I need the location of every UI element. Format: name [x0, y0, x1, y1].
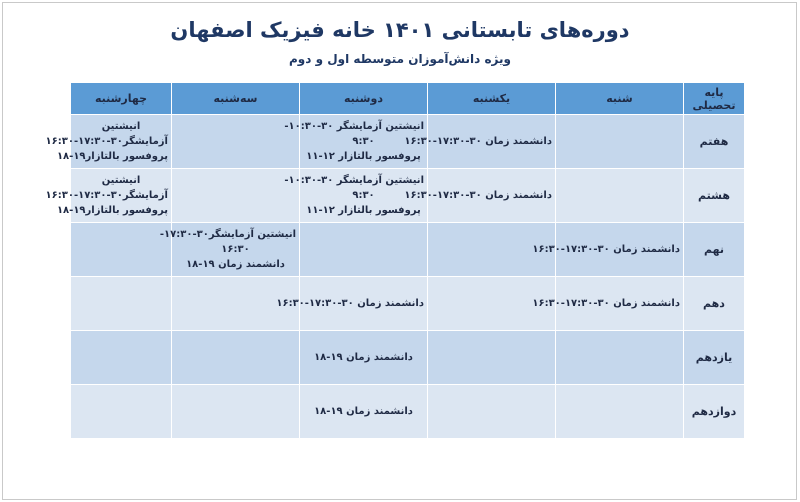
- table-row: [71, 331, 745, 385]
- class-line: انیشتین آزمایشگر ۳۰-۱۰:۳۰-: [284, 121, 424, 132]
- class-line: دانشمند زمان ۱۹-۱۸: [314, 352, 413, 363]
- class-line: دانشمند زمان ۳۰-۱۷:۳۰-۱۶:۳۰: [276, 298, 424, 309]
- schedule-cell-monday: [300, 385, 428, 439]
- class-line: انیشتین آزمایشگر ۳۰-۱۰:۳۰-: [284, 175, 424, 186]
- class-line: دانشمند زمان ۳۰-۱۷:۳۰-۱۶:۳۰: [404, 136, 552, 147]
- schedule-cell-wednesday: [71, 331, 172, 385]
- schedule-cell-saturday: [556, 115, 684, 169]
- page-subtitle: ویژه دانش‌آموزان متوسطه اول و دوم: [289, 52, 511, 66]
- schedule-cell-tuesday: [172, 115, 300, 169]
- class-line: دانشمند زمان ۳۰-۱۷:۳۰-۱۶:۳۰: [532, 298, 680, 309]
- schedule-cell-tuesday: [172, 385, 300, 439]
- class-line: آزمایشگر۳۰-۱۷:۳۰-۱۶:۳۰: [45, 190, 168, 201]
- table-row: [71, 223, 745, 277]
- table-row: [71, 277, 745, 331]
- schedule-cell-wednesday: [71, 277, 172, 331]
- schedule-cell-sunday: [428, 331, 556, 385]
- schedule-cell-wednesday: [45, 115, 172, 169]
- schedule-table: [45, 82, 745, 439]
- table-row: [71, 115, 745, 169]
- schedule-cell-sunday: [404, 115, 556, 169]
- class-line: دانشمند زمان ۳۰-۱۷:۳۰-۱۶:۳۰: [532, 244, 680, 255]
- class-line: دانشمند زمان ۱۹-۱۸: [186, 259, 285, 270]
- table-row: [71, 385, 745, 439]
- class-line: انیشتین: [101, 121, 141, 132]
- class-line: دانشمند زمان ۱۹-۱۸: [314, 406, 413, 417]
- schedule-cell-wednesday: [71, 385, 172, 439]
- grade-cell: دهم: [684, 277, 745, 331]
- schedule-cell-sunday: [428, 385, 556, 439]
- schedule-cell-wednesday: [45, 169, 172, 223]
- schedule-cell-saturday: [556, 331, 684, 385]
- class-line: ۹:۳۰: [352, 136, 375, 147]
- grade-cell: یازدهم: [684, 331, 745, 385]
- schedule-cell-saturday: [532, 277, 684, 331]
- header-sunday: یکشنبه: [428, 83, 556, 115]
- schedule-cell-saturday: [532, 223, 684, 277]
- schedule-cell-monday: [300, 331, 428, 385]
- header-row: [71, 83, 745, 115]
- schedule-cell-tuesday: [159, 223, 300, 277]
- class-line: پروفسور بالتازار ۱۲-۱۱: [306, 205, 421, 216]
- page-title: دوره‌های تابستانی ۱۴۰۱ خانه فیزیک اصفهان: [170, 18, 630, 42]
- class-line: پروفسور بالتازار۱۹-۱۸: [56, 151, 168, 162]
- class-line: پروفسور بالتازار ۱۲-۱۱: [306, 151, 421, 162]
- schedule-cell-saturday: [556, 385, 684, 439]
- grade-cell: هفتم: [684, 115, 745, 169]
- class-line: آزمایشگر۳۰-۱۷:۳۰-۱۶:۳۰: [45, 136, 168, 147]
- class-line: انیشتین: [101, 175, 141, 186]
- schedule-cell-tuesday: [172, 169, 300, 223]
- schedule-cell-monday: [276, 277, 428, 331]
- schedule-cell-sunday: [404, 169, 556, 223]
- class-line: ۱۶:۳۰: [221, 244, 250, 255]
- schedule-cell-tuesday: [172, 331, 300, 385]
- schedule-cell-wednesday: [71, 223, 172, 277]
- class-line: دانشمند زمان ۳۰-۱۷:۳۰-۱۶:۳۰: [404, 190, 552, 201]
- header-saturday: شنبه: [556, 83, 684, 115]
- grade-cell: دوازدهم: [684, 385, 745, 439]
- header-tuesday: سه‌شنبه: [172, 83, 300, 115]
- grade-cell: نهم: [684, 223, 745, 277]
- header-monday: دوشنبه: [300, 83, 428, 115]
- class-line: پروفسور بالتازار۱۹-۱۸: [56, 205, 168, 216]
- schedule-cell-saturday: [556, 169, 684, 223]
- class-line: ۹:۳۰: [352, 190, 375, 201]
- header-wednesday: چهارشنبه: [71, 83, 172, 115]
- grade-cell: هشتم: [684, 169, 745, 223]
- class-line: انیشتین آزمایشگر۳۰-۱۷:۳۰-: [159, 229, 296, 240]
- schedule-cell-monday: [300, 223, 428, 277]
- table-row: [71, 169, 745, 223]
- header-grade: پایه تحصیلی: [684, 83, 745, 115]
